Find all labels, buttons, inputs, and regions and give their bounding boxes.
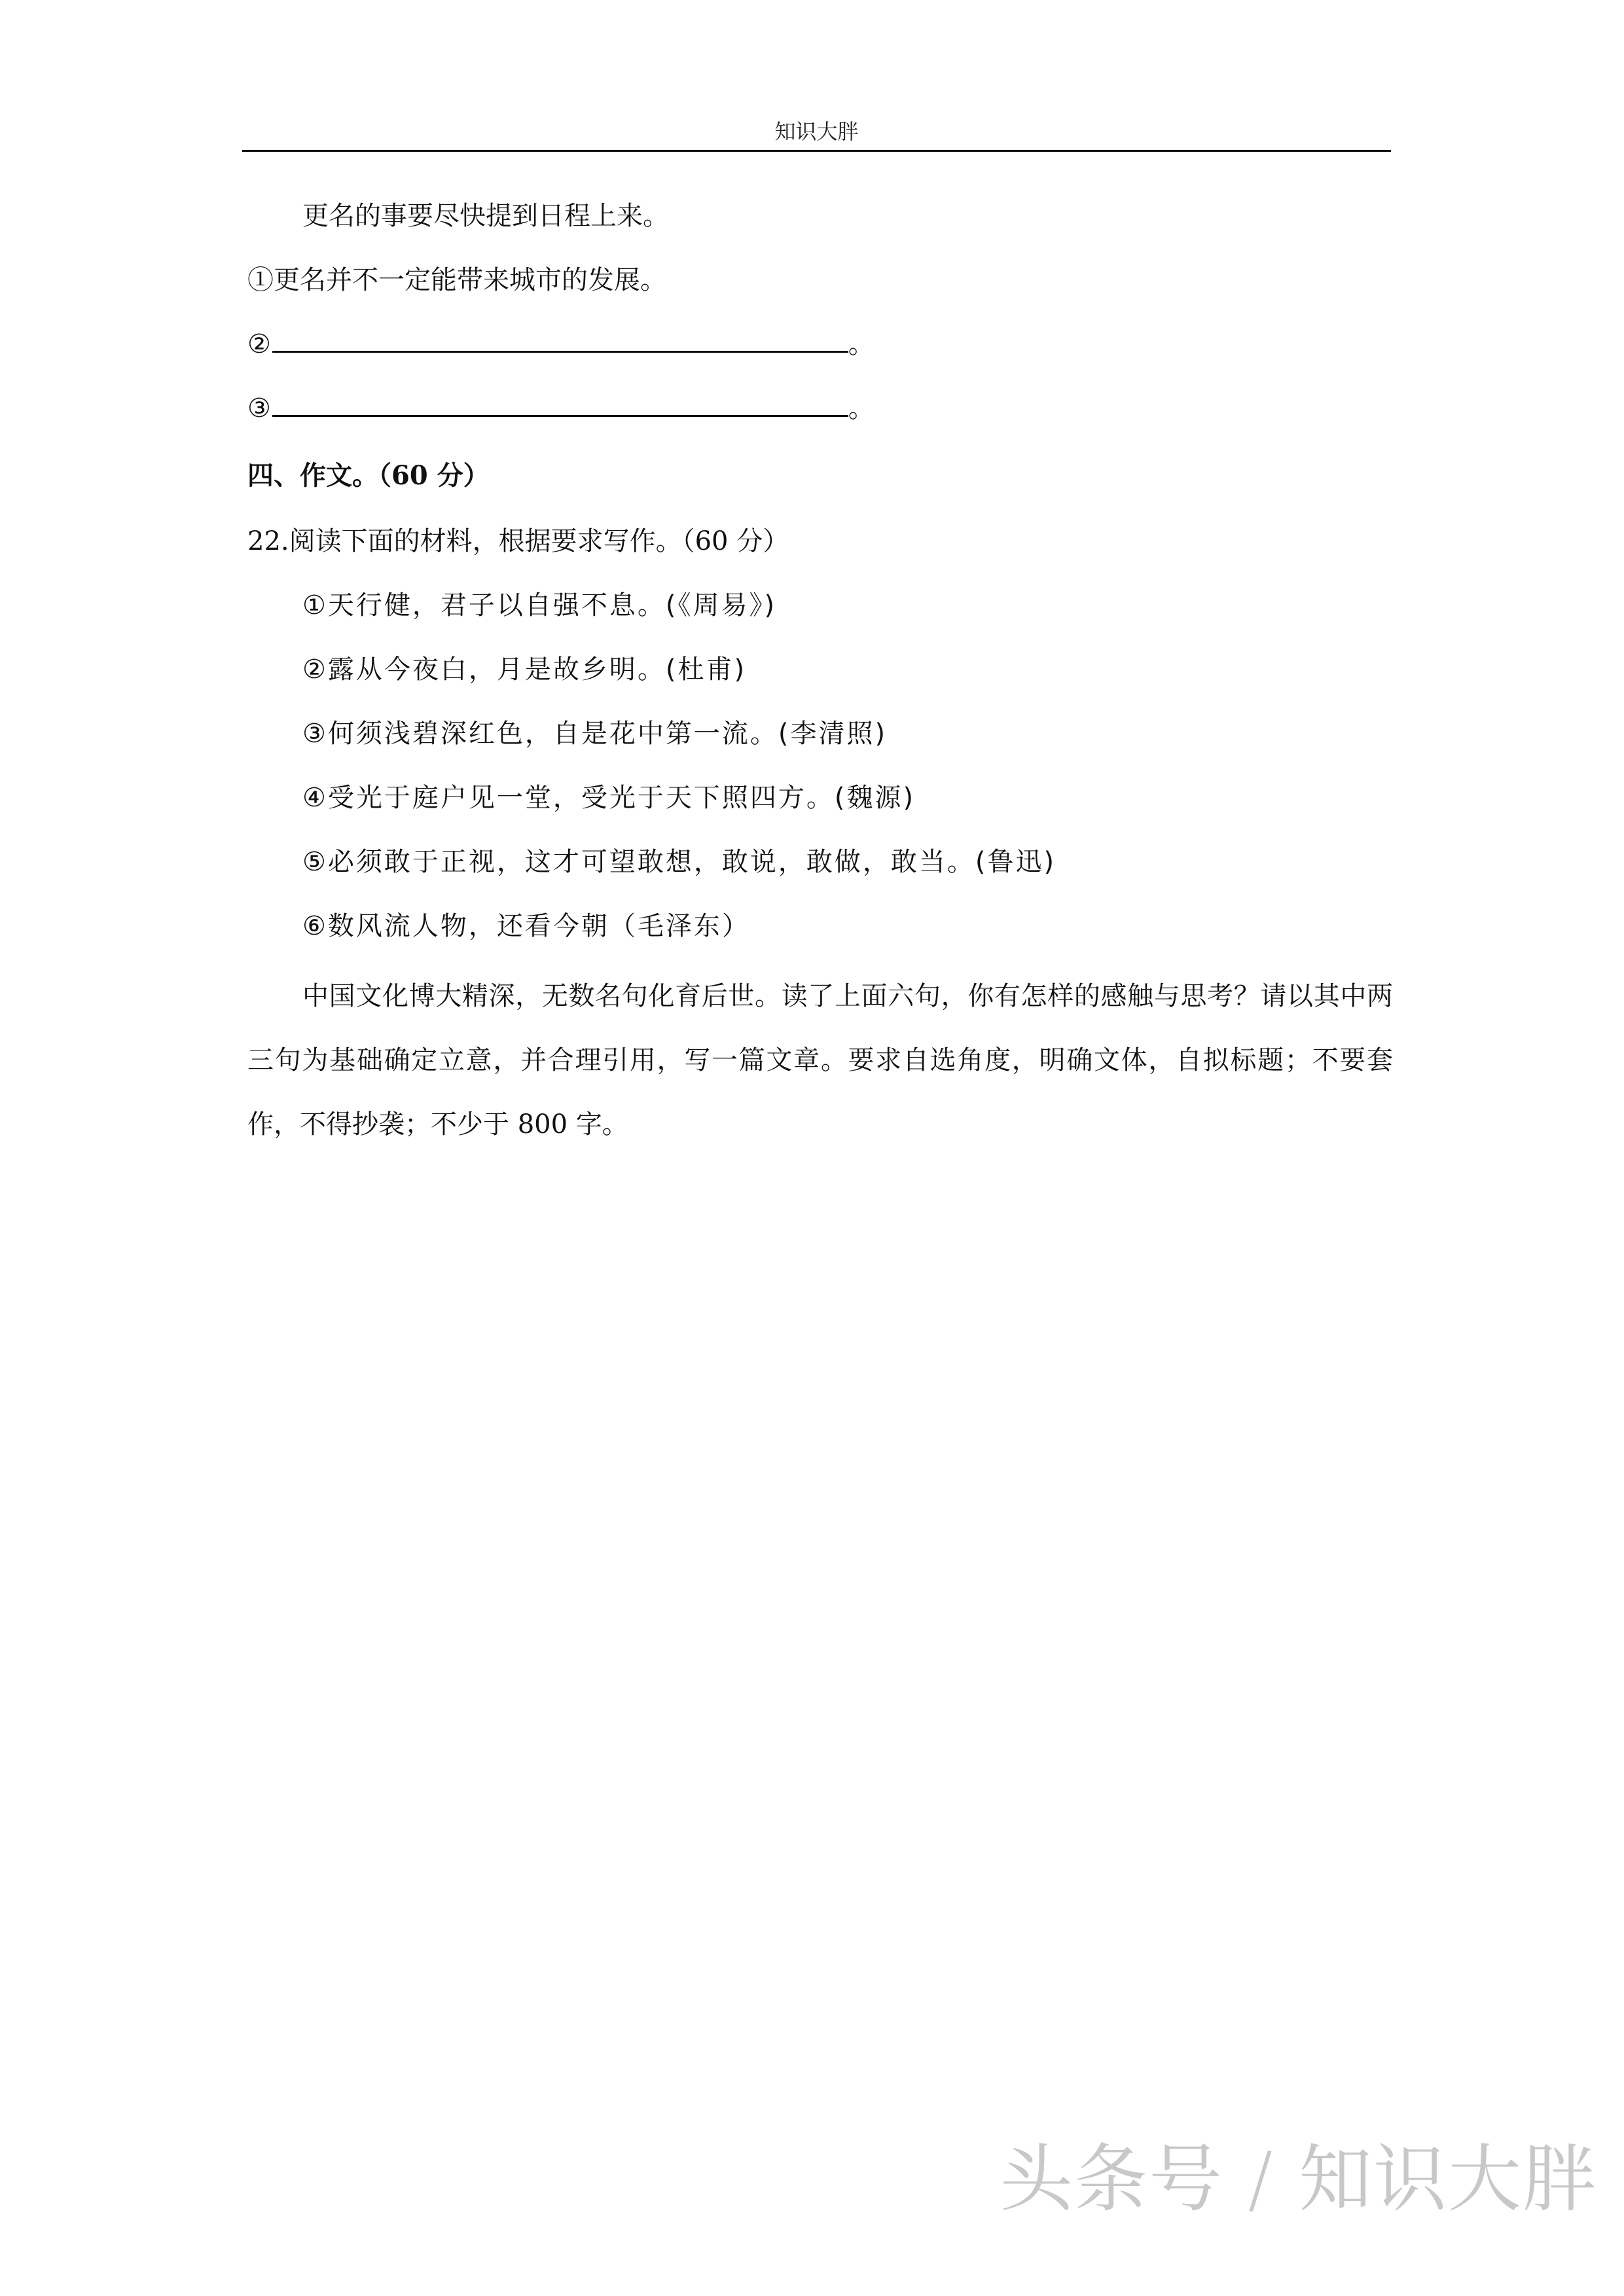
- answer-item-3-end: 。: [848, 393, 875, 423]
- answer-item-3: [247, 382, 1393, 446]
- quote-item: ⑤必须敢于正视，这才可望敢想，敢说，敢做，敢当。(鲁迅): [302, 847, 1056, 877]
- writing-instructions: 中国文化博大精深，无数名句化育后世。读了上面六句，你有怎样的感触与思考？请以其中两三句为基础确定立意，并合理引用，写一篇文章。要求自选角度，明确文体，自拟标题；不要套作，不得抄袭；不少于 800 字。: [247, 981, 1393, 1139]
- answer-item-2-end: 。: [848, 329, 875, 359]
- watermark: 头条号 / 知识大胖: [1000, 2137, 1597, 2222]
- page-header: 知识大胖: [774, 119, 859, 144]
- answer-blank-3[interactable]: [272, 384, 848, 417]
- quote-item: ②露从今夜白，月是故乡明。(杜甫): [302, 655, 747, 685]
- header-rule: [242, 150, 1391, 152]
- section-heading: 四、作文。（60 分）: [247, 460, 490, 491]
- document-body: [247, 190, 1393, 1157]
- quote-item: ⑥数风流人物，还看今朝（毛泽东）: [302, 911, 750, 941]
- quote-item: ①天行健，君子以自强不息。(《周易》): [302, 590, 777, 620]
- answer-item-2: [247, 318, 1393, 382]
- answer-item-3-marker: ③: [247, 393, 271, 423]
- answer-blank-2[interactable]: [272, 319, 848, 353]
- quote-item: ③何须浅碧深红色，自是花中第一流。(李清照): [302, 719, 888, 749]
- answer-item-1: ①更名并不一定能带来城市的发展。: [247, 265, 666, 295]
- answer-item-2-marker: ②: [247, 329, 271, 359]
- quote-item: ④受光于庭户见一堂，受光于天下照四方。(魏源): [302, 783, 916, 813]
- continuation-line: 更名的事要尽快提到日程上来。: [302, 201, 669, 231]
- question-prompt: 22.阅读下面的材料，根据要求写作。（60 分）: [247, 526, 789, 556]
